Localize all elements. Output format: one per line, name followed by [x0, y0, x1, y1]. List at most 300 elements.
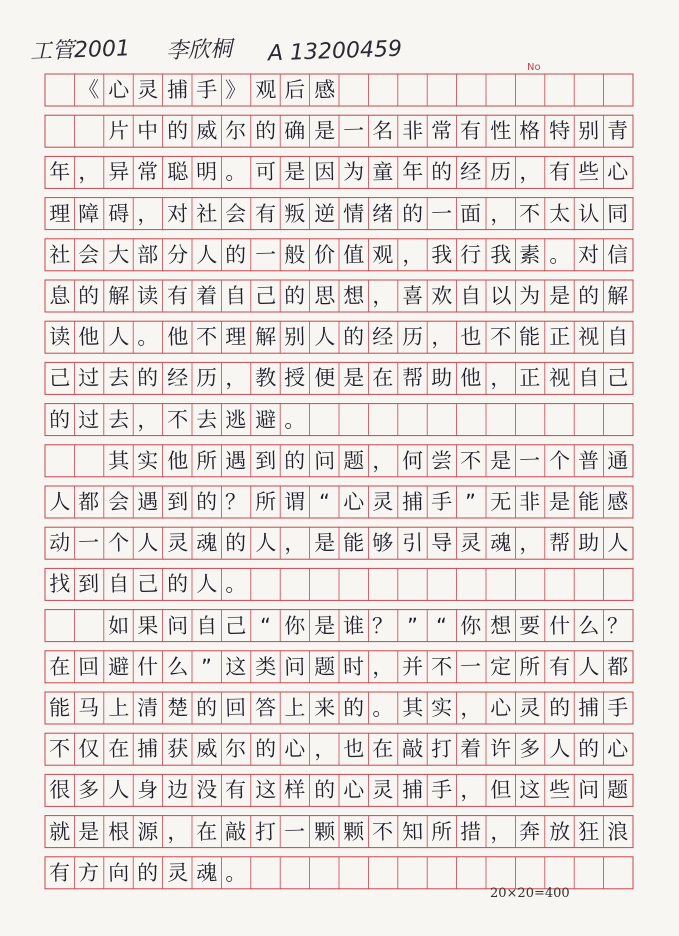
grid-char: 有 — [48, 860, 71, 885]
grid-char: 到 — [254, 448, 277, 473]
grid-char: 捕 — [401, 777, 424, 803]
essay-line — [45, 156, 633, 188]
grid-char: 面 — [460, 200, 482, 226]
grid-char: 历 — [401, 324, 424, 349]
grid-char: 捕 — [166, 77, 189, 102]
grid-char: 思 — [313, 283, 336, 308]
grid-char: 的 — [137, 365, 159, 391]
grid-char: 题 — [607, 777, 629, 803]
grid-char: 个 — [107, 530, 130, 555]
grid-char: 会 — [225, 200, 247, 226]
grid-char: 。 — [548, 242, 571, 267]
grid-char: 的 — [195, 489, 218, 514]
grid-char: 是 — [342, 365, 365, 391]
essay-line — [45, 816, 633, 848]
grid-char: 他 — [460, 365, 482, 391]
grid-char: 灵 — [166, 530, 189, 555]
grid-char: 问 — [577, 777, 600, 803]
grid-char: 不 — [430, 654, 453, 679]
student-id: A 13200459 — [267, 36, 403, 67]
grid-char: 不 — [489, 324, 512, 349]
grid-char — [456, 403, 486, 436]
essay-line — [45, 74, 633, 106]
grid-char: 读 — [48, 324, 71, 349]
essay-line — [45, 857, 633, 889]
grid-char: 手 — [607, 695, 629, 720]
grid-char — [515, 568, 545, 601]
grid-char: 帮 — [401, 365, 424, 391]
grid-char: 没 — [195, 777, 218, 803]
essay-line — [45, 651, 633, 683]
grid-char: 有 — [548, 159, 571, 185]
grid-char: 己 — [48, 365, 71, 391]
essay-line — [45, 733, 633, 765]
grid-char: 回 — [78, 654, 100, 679]
grid-char: 片 — [107, 118, 130, 143]
grid-char: 威 — [195, 736, 218, 761]
essay-line — [45, 568, 633, 600]
grid-char: 助 — [430, 365, 453, 391]
grid-char: 一 — [430, 200, 453, 226]
grid-char: 己 — [137, 571, 159, 597]
grid-char: 去 — [107, 365, 130, 391]
grid-char: 想 — [489, 612, 512, 638]
grid-char: 捕 — [137, 736, 159, 761]
grid-char — [485, 74, 515, 107]
grid-char: 颗 — [313, 818, 336, 844]
grid-char: 通 — [607, 448, 629, 473]
grid-char — [603, 856, 633, 889]
grid-char: 《 — [78, 77, 100, 102]
grid-char: 捕 — [577, 695, 600, 720]
grid-char: 到 — [78, 571, 100, 597]
grid-char: 无 — [489, 489, 512, 514]
grid-char: 般 — [283, 242, 306, 267]
grid-char: 到 — [166, 489, 189, 514]
grid-char: 经 — [166, 365, 189, 391]
grid-char: 授 — [283, 365, 306, 391]
grid-char: 多 — [519, 736, 541, 761]
essay-line — [45, 445, 633, 477]
grid-char: 能 — [342, 530, 365, 555]
grid-char: 去 — [107, 406, 130, 432]
grid-char: 有 — [225, 777, 247, 803]
grid-char: 逆 — [313, 200, 336, 226]
grid-char: 不 — [48, 736, 71, 761]
grid-char: 大 — [107, 242, 130, 267]
grid-char: ， — [313, 736, 336, 761]
grid-char: 经 — [372, 324, 394, 349]
grid-char: 奔 — [519, 818, 541, 844]
grid-char: ？ — [372, 612, 394, 638]
grid-char: 也 — [342, 736, 365, 761]
grid-char: 行 — [460, 242, 482, 267]
grid-char: 的 — [78, 283, 100, 308]
grid-char: 颗 — [342, 818, 365, 844]
grid-char: 明 — [195, 159, 218, 185]
grid-char: 都 — [78, 489, 100, 514]
grid-char: ， — [430, 324, 453, 349]
essay-line — [45, 198, 633, 230]
grid-char: 灵 — [372, 777, 394, 803]
grid-char: 。 — [137, 324, 159, 349]
grid-char: 么 — [166, 654, 189, 679]
grid-char — [515, 403, 545, 436]
grid-char: 为 — [342, 159, 365, 185]
grid-char: 有 — [254, 200, 277, 226]
grid-char: 常 — [137, 159, 159, 185]
grid-char: 不 — [166, 406, 189, 432]
grid-char: 实 — [137, 448, 159, 473]
grid-char: 的 — [225, 242, 247, 267]
grid-char: 魂 — [195, 860, 218, 885]
grid-char: 的 — [283, 283, 306, 308]
grid-char: 的 — [195, 695, 218, 720]
paper-number-mark: No — [527, 62, 541, 73]
grid-char: 捕 — [401, 489, 424, 514]
grid-char: 放 — [548, 818, 571, 844]
grid-char: 如 — [107, 612, 130, 638]
grid-char: 一 — [283, 818, 306, 844]
grid-char: 便 — [313, 365, 336, 391]
grid-char: 仅 — [78, 736, 100, 761]
grid-char: 观 — [372, 242, 394, 267]
grid-char: 的 — [548, 695, 571, 720]
grid-char: ， — [460, 695, 482, 720]
grid-char: 的 — [577, 736, 600, 761]
grid-char: ， — [78, 159, 100, 185]
grid-char: 些 — [548, 777, 571, 803]
grid-char: “ — [436, 612, 448, 638]
grid-char: 导 — [430, 530, 453, 555]
grid-char: 》 — [225, 77, 247, 102]
grid-char: 题 — [342, 448, 365, 473]
grid-char: 类 — [254, 654, 277, 679]
grid-char: 年 — [401, 159, 424, 185]
grid-char: 叛 — [283, 200, 306, 226]
grid-char — [427, 568, 457, 601]
grid-char: 是 — [313, 530, 336, 555]
grid-char — [397, 74, 427, 107]
grid-char: 你 — [283, 612, 306, 638]
grid-char: 是 — [78, 818, 100, 844]
grid-char: 谓 — [283, 489, 306, 514]
grid-char — [338, 74, 368, 107]
grid-char: 威 — [195, 118, 218, 143]
grid-char: ， — [372, 448, 394, 473]
grid-char: 去 — [195, 406, 218, 432]
grid-char: 的 — [166, 118, 189, 143]
grid-char — [338, 403, 368, 436]
grid-char: 敲 — [225, 818, 247, 844]
grid-char: 感 — [607, 489, 629, 514]
grid-char: 上 — [107, 695, 130, 720]
grid-char — [603, 568, 633, 601]
grid-char: 心 — [342, 777, 365, 803]
grid-char: 是 — [489, 448, 512, 473]
grid-char: 情 — [342, 200, 365, 226]
grid-char: 不 — [195, 324, 218, 349]
grid-char — [603, 74, 633, 107]
grid-char: 特 — [548, 118, 571, 143]
grid-char: 他 — [166, 448, 189, 473]
grid-char: 所 — [430, 818, 453, 844]
grid-char: ， — [372, 654, 394, 679]
grid-char: 为 — [519, 283, 541, 308]
grid-char: 这 — [519, 777, 541, 803]
grid-char: 要 — [519, 612, 541, 638]
grid-char: 普 — [577, 448, 600, 473]
grid-char: 手 — [195, 77, 218, 102]
grid-char: 己 — [254, 283, 277, 308]
grid-char: ， — [489, 365, 512, 391]
grid-char: 定 — [489, 654, 512, 679]
grid-char: 会 — [78, 242, 100, 267]
grid-char: 找 — [48, 571, 71, 597]
grid-char — [309, 403, 339, 436]
grid-char: 一 — [519, 448, 541, 473]
grid-char: 心 — [283, 736, 306, 761]
grid-char: 的 — [430, 159, 453, 185]
grid-char: 遇 — [137, 489, 159, 514]
grid-char: 打 — [254, 818, 277, 844]
grid-char: 灵 — [137, 77, 159, 102]
grid-char: 正 — [548, 324, 571, 349]
grid-char: 问 — [313, 448, 336, 473]
grid-char: 些 — [577, 159, 600, 185]
grid-char: 非 — [401, 118, 424, 143]
grid-char: 息 — [48, 283, 71, 308]
grid-count-label: 20×20=400 — [490, 886, 570, 901]
grid-char: ， — [401, 242, 424, 267]
grid-char — [515, 74, 545, 107]
grid-char: 的 — [48, 406, 71, 432]
grid-char — [368, 856, 398, 889]
grid-char — [574, 856, 604, 889]
grid-char — [397, 568, 427, 601]
grid-char: 心 — [342, 489, 365, 514]
grid-char: 着 — [460, 736, 482, 761]
grid-char: 的 — [342, 695, 365, 720]
grid-char: 。 — [283, 406, 306, 432]
grid-char — [544, 74, 574, 107]
grid-char: 方 — [78, 860, 100, 885]
grid-char: 自 — [460, 283, 482, 308]
grid-char: 自 — [225, 283, 247, 308]
grid-char — [74, 444, 104, 477]
grid-char — [280, 568, 310, 601]
grid-char — [45, 115, 75, 148]
grid-char: 向 — [107, 860, 130, 885]
student-name: 李欣桐 — [165, 36, 233, 65]
grid-char — [338, 856, 368, 889]
grid-char: 观 — [254, 77, 277, 102]
grid-char: 能 — [519, 324, 541, 349]
grid-char: 经 — [460, 159, 482, 185]
grid-char: 浪 — [607, 818, 629, 844]
grid-char — [250, 568, 280, 601]
grid-char: 的 — [342, 324, 365, 349]
grid-char: 知 — [401, 818, 424, 844]
grid-char: 他 — [78, 324, 100, 349]
grid-char: 有 — [166, 283, 189, 308]
grid-char: 什 — [548, 612, 571, 638]
grid-char: 对 — [577, 242, 600, 267]
grid-char: 尔 — [225, 118, 247, 143]
grid-char: 狂 — [577, 818, 600, 844]
grid-char: 人 — [107, 777, 130, 803]
grid-char: 。 — [225, 159, 247, 185]
essay-line — [45, 692, 633, 724]
grid-char: ， — [166, 818, 189, 844]
grid-char — [456, 568, 486, 601]
grid-char: 许 — [489, 736, 512, 761]
grid-char — [397, 403, 427, 436]
grid-char: 的 — [166, 571, 189, 597]
grid-char: 不 — [460, 448, 482, 473]
grid-char: 的 — [137, 860, 159, 885]
grid-char — [338, 568, 368, 601]
essay-line — [45, 527, 633, 559]
grid-char — [45, 74, 75, 107]
grid-char: 己 — [225, 612, 247, 638]
grid-char: 视 — [548, 365, 571, 391]
grid-char: 尝 — [430, 448, 453, 473]
grid-char: 能 — [48, 695, 71, 720]
grid-char: 我 — [430, 242, 453, 267]
grid-char: 打 — [430, 736, 453, 761]
grid-char — [574, 568, 604, 601]
grid-char: 绪 — [372, 200, 394, 226]
grid-char: 历 — [195, 365, 218, 391]
grid-char: 在 — [107, 736, 130, 761]
grid-char — [74, 609, 104, 642]
grid-char: 很 — [48, 777, 71, 803]
grid-char: 人 — [254, 530, 277, 555]
grid-char: 是 — [283, 159, 306, 185]
grid-char: 措 — [460, 818, 482, 844]
grid-char: 欢 — [430, 283, 453, 308]
grid-char: 社 — [195, 200, 218, 226]
grid-char: 正 — [519, 365, 541, 391]
essay-line — [45, 321, 633, 353]
grid-char: 分 — [166, 242, 189, 267]
grid-char: 人 — [107, 324, 130, 349]
grid-char: 所 — [195, 448, 218, 473]
grid-char: 人 — [48, 489, 71, 514]
grid-char: 别 — [283, 324, 306, 349]
grid-char: ， — [489, 818, 512, 844]
grid-char: 并 — [401, 654, 424, 679]
grid-char: ” — [200, 654, 213, 679]
grid-char: 的 — [254, 118, 277, 143]
grid-char: 帮 — [548, 530, 571, 555]
grid-char: 都 — [607, 654, 629, 679]
grid-char — [427, 856, 457, 889]
grid-char: 在 — [48, 654, 71, 679]
grid-char — [544, 403, 574, 436]
grid-char: 边 — [166, 777, 189, 803]
grid-char: ， — [460, 777, 482, 803]
grid-char: 灵 — [460, 530, 482, 555]
grid-char: 根 — [107, 818, 130, 844]
grid-char: 的 — [225, 530, 247, 555]
grid-char: 一 — [254, 242, 277, 267]
grid-char: ， — [372, 283, 394, 308]
essay-line — [45, 115, 633, 147]
essay-line — [45, 486, 633, 518]
grid-char: 太 — [548, 200, 571, 226]
grid-char: 解 — [107, 283, 130, 308]
grid-char: 不 — [372, 818, 394, 844]
grid-char: 这 — [225, 654, 247, 679]
grid-char: 人 — [195, 571, 218, 597]
grid-char: 实 — [430, 695, 453, 720]
grid-char: 其 — [107, 448, 130, 473]
grid-char: 果 — [137, 612, 159, 638]
grid-char: 能 — [577, 489, 600, 514]
grid-char: 动 — [48, 530, 71, 555]
grid-char: 价 — [313, 242, 336, 267]
grid-char: 其 — [401, 695, 424, 720]
essay-line — [45, 362, 633, 394]
grid-char: 有 — [460, 118, 482, 143]
grid-char: 喜 — [401, 283, 424, 308]
grid-char — [603, 403, 633, 436]
grid-char: 在 — [195, 818, 218, 844]
grid-char: 他 — [166, 324, 189, 349]
grid-char: 马 — [78, 695, 100, 720]
grid-char: 的 — [254, 736, 277, 761]
grid-char: “ — [259, 612, 272, 638]
grid-char: 异 — [107, 159, 130, 185]
grid-char: 灵 — [166, 860, 189, 885]
grid-char: 楚 — [166, 695, 189, 720]
grid-char: 题 — [313, 654, 336, 679]
grid-char: 就 — [48, 818, 71, 844]
grid-char — [368, 74, 398, 107]
grid-char: ， — [283, 530, 306, 555]
grid-char — [368, 403, 398, 436]
grid-char — [485, 568, 515, 601]
grid-char: 人 — [137, 530, 159, 555]
grid-char — [309, 568, 339, 601]
grid-char: 是 — [548, 283, 571, 308]
grid-char: 上 — [283, 695, 306, 720]
grid-char: 是 — [548, 489, 571, 514]
essay-line — [45, 610, 633, 642]
grid-char: 。 — [225, 860, 247, 885]
grid-char: 我 — [489, 242, 512, 267]
grid-char: 确 — [283, 118, 306, 143]
grid-char: 后 — [283, 77, 306, 102]
grid-char: 你 — [460, 612, 482, 638]
grid-char: 认 — [577, 200, 600, 226]
grid-char — [427, 403, 457, 436]
grid-char: 在 — [372, 365, 394, 391]
grid-char: 想 — [342, 283, 365, 308]
grid-char: 非 — [519, 489, 541, 514]
grid-char: 答 — [254, 695, 277, 720]
grid-char: ？ — [607, 612, 629, 638]
grid-char: 。 — [225, 571, 247, 597]
grid-char: 样 — [283, 777, 306, 803]
grid-char: 何 — [401, 448, 424, 473]
grid-char: 。 — [372, 695, 394, 720]
grid-char: 因 — [313, 159, 336, 185]
grid-char: ， — [519, 159, 541, 185]
grid-char: 对 — [166, 200, 189, 226]
